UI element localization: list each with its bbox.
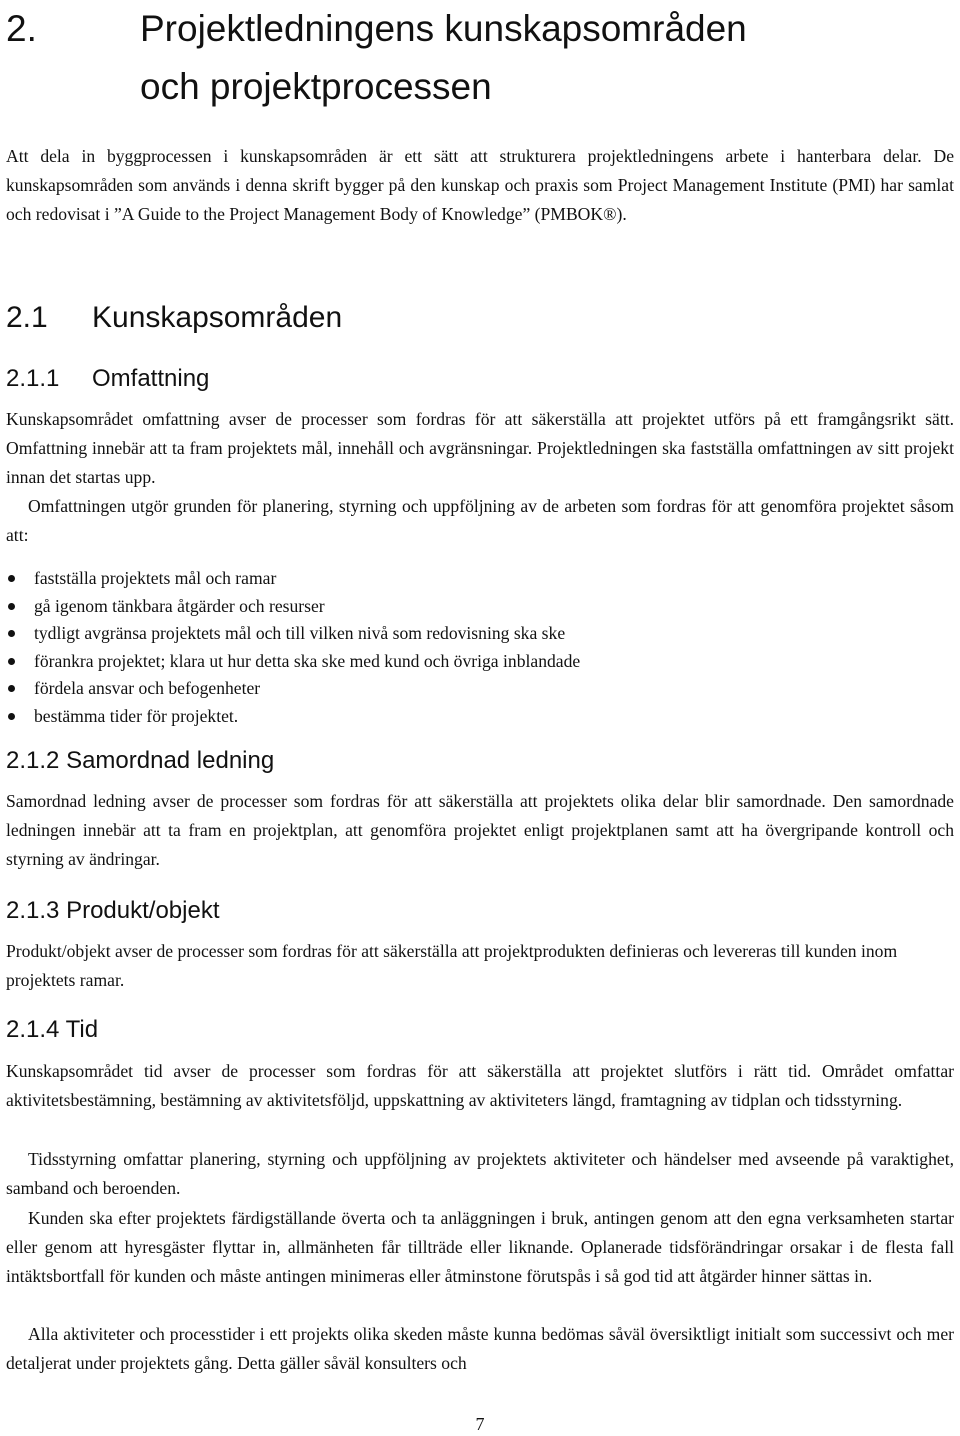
section-number: 2.1.2: [6, 747, 60, 774]
section-number: 2.1.1: [6, 365, 60, 392]
section-number: 2.1: [6, 301, 48, 334]
section-heading-2-1-1: [6, 364, 209, 394]
list-item: fastställa projektets mål och ramar: [6, 565, 906, 593]
section-title: Omfattning: [92, 365, 210, 392]
bullet-icon: [8, 575, 15, 582]
list-item: bestämma tider för projektet.: [6, 703, 906, 731]
tid-paragraph-2: Tidsstyrning omfattar planering, styrning och uppföljning av projektets aktiviteter och händelser med avseende på varaktighet, samband och beroenden.: [6, 1149, 954, 1198]
section-title: Tid: [65, 1016, 99, 1043]
produkt-objekt-paragraph: Produkt/objekt avser de processer som fordras för att säkerställa att projektprodukten definieras och levereras till kunden inom projektets ramar.: [6, 941, 898, 990]
chapter-title-line-2: och projektprocessen: [140, 66, 492, 107]
bullet-icon: [8, 603, 15, 610]
page-number: 7: [475, 1414, 485, 1434]
tid-paragraph-3: Kunden ska efter projektets färdigställande överta och ta anläggningen i bruk, antingen genom att den egna verksamheten startar eller genom att hyresgäster flyttar in, allmänheten får tillträde eller liknande. Oplanerade tidsförändringar orsakar i de flesta fall intäktsbortfall för kunden och måste antingen minimeras eller åtminstone förutspås i så god tid att åtgärder hinner sättas in.: [6, 1208, 954, 1286]
bullet-icon: [8, 713, 15, 720]
section-heading-2-1-3: [6, 896, 219, 926]
section-number: 2.1.3: [6, 897, 60, 924]
list-item: gå igenom tänkbara åtgärder och resurser: [6, 593, 906, 621]
section-heading-2-1-4: [6, 1015, 98, 1045]
section-heading-2-1: [6, 300, 342, 336]
omfattning-paragraph-2: Omfattningen utgör grunden för planering, styrning och uppföljning av de arbeten som fordras för att genomföra projektet såsom att:: [6, 496, 954, 545]
list-item: fördela ansvar och befogenheter: [6, 675, 906, 703]
omfattning-bullet-list: [6, 565, 906, 730]
section-title: Samordnad ledning: [66, 747, 275, 774]
tid-paragraph-1: Kunskapsområdet tid avser de processer som fordras för att säkerställa att projektet slutförs i rätt tid. Området omfattar aktivitetsbestämning, bestämning av aktivitetsföljd, uppskattning av aktiviteters längd, framtagning av tidplan och tidsstyrning.: [6, 1061, 954, 1110]
chapter-title-line-1: Projektledningens kunskapsområden: [140, 8, 747, 49]
omfattning-paragraph-1: Kunskapsområdet omfattning avser de processer som fordras för att säkerställa att projektet utförs på ett framgångsrikt sätt. Omfattning innebär att ta fram projektets mål, innehåll och avgränsningar. Projektledningen ska fastställa omfattningen av sitt projekt innan det startas upp.: [6, 409, 954, 487]
section-title: Kunskapsområden: [92, 301, 343, 334]
chapter-number: 2.: [6, 8, 37, 49]
bullet-icon: [8, 685, 15, 692]
bullet-icon: [8, 658, 15, 665]
list-item: tydligt avgränsa projektets mål och till vilken nivå som redovisning ska ske: [6, 620, 906, 648]
tid-paragraph-4: Alla aktiviteter och processtider i ett projekts olika skeden måste kunna bedömas såväl översiktligt initialt som successivt och mer detaljerat under projektets gång. Detta gäller såväl konsulters och: [6, 1324, 954, 1373]
section-heading-2-1-2: [6, 746, 274, 776]
list-item: förankra projektet; klara ut hur detta ska ske med kund och övriga inblandade: [6, 648, 906, 676]
section-title: Produkt/objekt: [66, 897, 220, 924]
section-number: 2.1.4: [6, 1016, 60, 1043]
samordnad-ledning-paragraph: Samordnad ledning avser de processer som fordras för att säkerställa att projektets olika delar blir samordnade. Den samordnade ledningen innebär att ta fram en projektplan, att genomföra projektet enligt projektplanen samt att ha övergripande kontroll och styrning av ändringar.: [6, 791, 954, 869]
bullet-icon: [8, 630, 15, 637]
intro-paragraph: Att dela in byggprocessen i kunskapsområden är ett sätt att strukturera projektledningens arbete i hanterbara delar. De kunskapsområden som används i denna skrift bygger på den kunskap och praxis som Project Management Institute (PMI) har samlat och redovisat i ”A Guide to the Project Management Body of Knowledge” (PMBOK®).: [6, 146, 954, 224]
